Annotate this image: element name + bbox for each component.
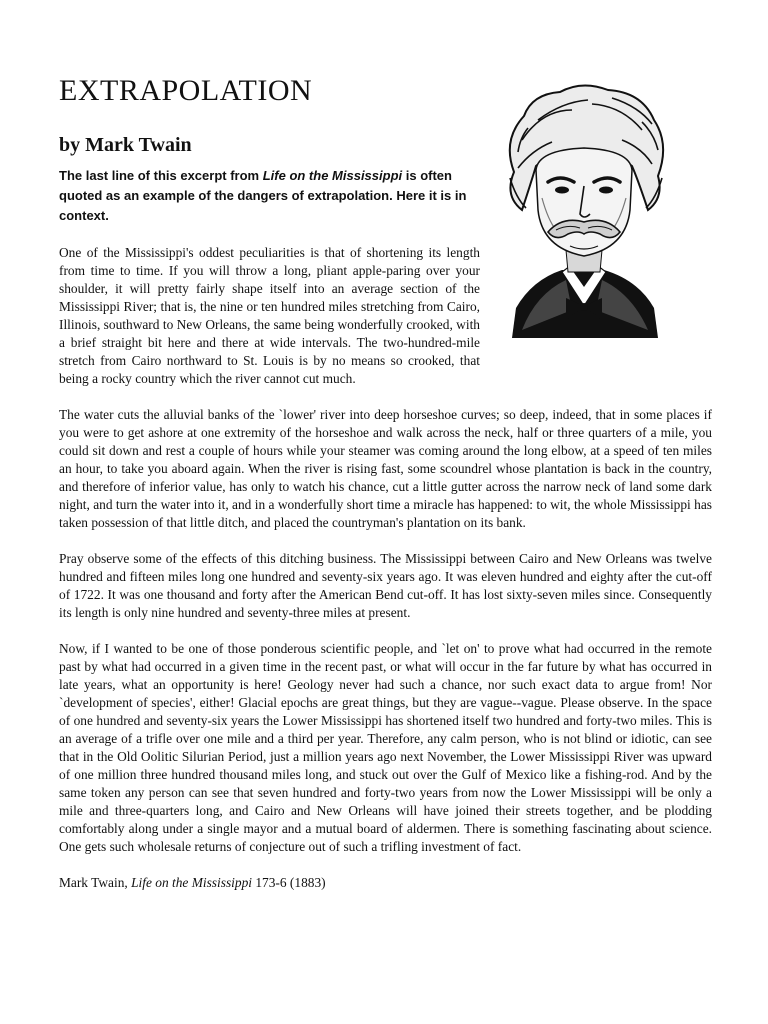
- citation-pages: 173-6 (1883): [252, 875, 326, 890]
- intro-book-title: Life on the Mississippi: [262, 168, 403, 183]
- page-title: EXTRAPOLATION: [59, 74, 313, 107]
- byline: by Mark Twain: [59, 134, 192, 156]
- paragraph-1: One of the Mississippi's oddest peculiarities is that of shortening its length from time to time. If you will throw a long, pliant apple-paring over your shoulder, it will pretty fairly shape itself into an average section of the Mississippi River; that is, the nine or ten hundred miles stretching from Cairo, Illinois, southward to New Orleans, the same being wonderfully crooked, with a brief straight bit here and there at wide intervals. The two-hundred-mile stretch from Cairo northward to St. Louis is by no means so crooked, that being a rocky country which the river cannot cut much.: [59, 245, 480, 386]
- portrait-float-spacer: [480, 226, 712, 394]
- article-body: [59, 166, 712, 905]
- intro-prefix: The last line of this excerpt from: [59, 168, 263, 183]
- intro-paragraph: [59, 166, 487, 226]
- citation: [59, 874, 712, 892]
- citation-author: Mark Twain,: [59, 875, 132, 890]
- paragraph-2: The water cuts the alluvial banks of the `lower' river into deep horseshoe curves; so deep, indeed, that in some places if you were to get ashore at one extremity of the horseshoe and walk across the neck, half or three quarters of a mile, you could sit down and rest a couple of hours while your steamer was coming around the long elbow, at a speed of ten miles an hour, to take you aboard again. When the river is rising fast, some scoundrel whose plantation is back in the country, and therefore of inferior value, has only to watch his chance, cut a little gutter across the narrow neck of land some dark night, and turn the water into it, and in a wonderfully short time a miracle has happened: to wit, the whole Mississippi has taken possession of that little ditch, and placed the countryman's plantation on its bank.: [59, 407, 712, 530]
- citation-book-title: Life on the Mississippi: [131, 875, 252, 890]
- paragraph-4: Now, if I wanted to be one of those ponderous scientific people, and `let on' to prove what had occurred in the remote past by what had occurred in a given time in the recent past, or what will occur in the far future by what has occurred in late years, what an opportunity is here! Geology never had such a chance, nor such exact data to argue from! Nor `development of species', either! Glacial epochs are great things, but they are vague--vague. Please observe. In the space of one hundred and seventy-six years the Lower Mississippi has shortened itself two hundred and forty-two miles. This is an average of a trifle over one mile and a third per year. Therefore, any calm person, who is not blind or idiotic, can see that in the Old Oolitic Silurian Period, just a million years ago next November, the Lower Mississippi River was upward of one million three hundred thousand miles long, and stuck out over the Gulf of Mexico like a fishing-rod. And by the same token any person can see that seven hundred and forty-two years from now the Lower Mississippi will be only a mile and three-quarters long, and Cairo and New Orleans will have joined their streets together, and be plodding comfortably along under a single mayor and a mutual board of aldermen. There is something fascinating about science. One gets such wholesale returns of conjecture out of such a trifling investment of fact.: [59, 641, 712, 854]
- paragraph-3: Pray observe some of the effects of this ditching business. The Mississippi between Cairo and New Orleans was twelve hundred and fifteen miles long one hundred and seventy-six years ago. It was eleven hundred and eighty after the cut-off of 1722. It was one thousand and forty after the American Bend cut-off. It has lost sixty-seven miles since. Consequently its length is only nine hundred and seventy-three miles at present.: [59, 551, 712, 620]
- intro-suffix: is often quoted as an example of the dangers of extrapolation. Here it is in context.: [59, 168, 467, 223]
